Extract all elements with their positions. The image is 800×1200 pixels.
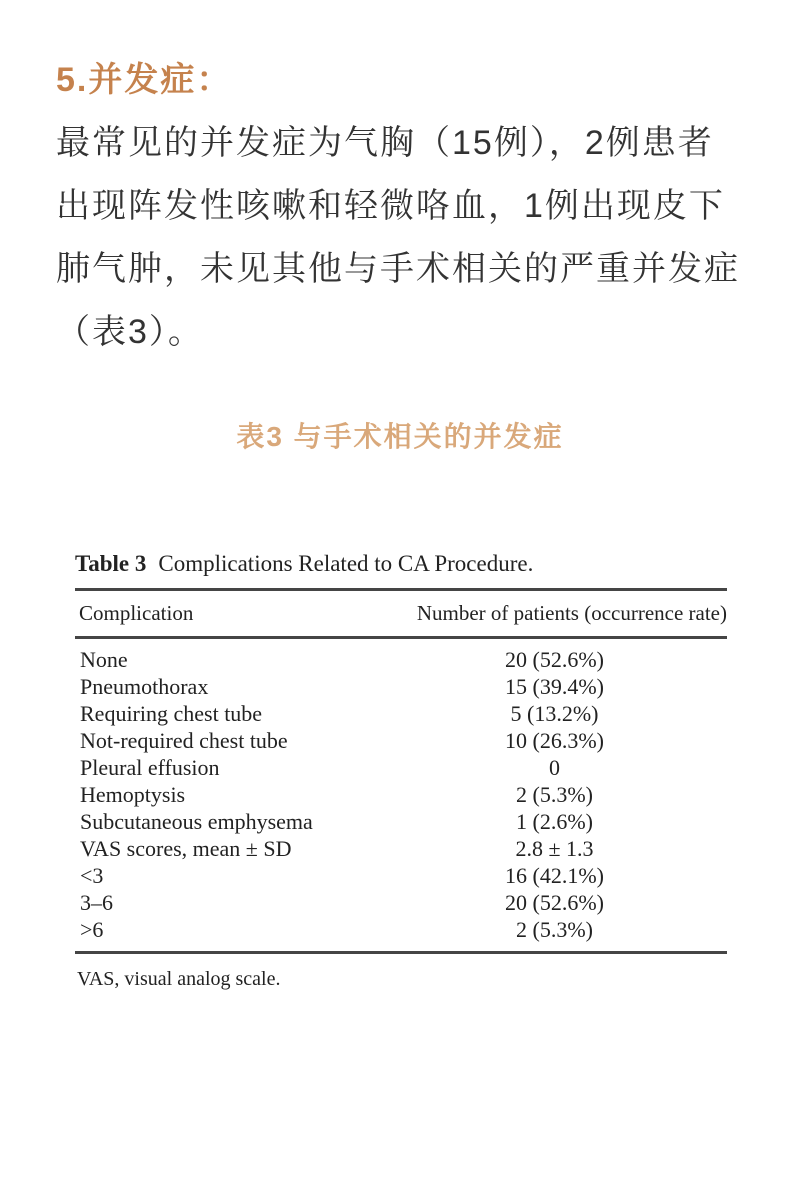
row-label: Not-required chest tube xyxy=(80,727,288,753)
row-value: 20 (52.6%) xyxy=(505,646,604,672)
table-row-not-required-chest-tube xyxy=(75,727,727,754)
table-row-vas-lt3 xyxy=(75,862,727,889)
paragraph-line-3: 肺气肿，未见其他与手术相关的严重并发症 xyxy=(56,250,740,288)
row-value: 10 (26.3%) xyxy=(505,727,604,753)
row-value: 1 (2.6%) xyxy=(516,808,593,834)
table-title-text: Complications Related to CA Procedure. xyxy=(158,551,534,576)
paragraph-line-1: 最常见的并发症为气胸（15例），2例患者 xyxy=(56,124,714,162)
table-rule-bottom xyxy=(75,951,727,954)
table-row-vas-gt6 xyxy=(75,916,727,943)
row-value: 2 (5.3%) xyxy=(516,781,593,807)
column-header-complication: Complication xyxy=(79,601,194,625)
row-value: 20 (52.6%) xyxy=(505,889,604,915)
row-label: Subcutaneous emphysema xyxy=(80,808,313,834)
row-label: Pneumothorax xyxy=(80,673,209,699)
row-label: 3–6 xyxy=(80,889,113,915)
section-heading: 5.并发症： xyxy=(56,61,233,99)
row-value: 5 (13.2%) xyxy=(510,700,599,726)
table-title xyxy=(75,550,727,578)
row-value: 2 (5.3%) xyxy=(516,916,593,942)
table-figure xyxy=(75,550,727,991)
row-label: <3 xyxy=(80,862,104,888)
row-value: 15 (39.4%) xyxy=(505,673,604,699)
row-value: 2.8 ± 1.3 xyxy=(515,835,594,861)
row-label: VAS scores, mean ± SD xyxy=(80,835,292,861)
row-label: None xyxy=(80,646,128,672)
paragraph-line-4: （表3）。 xyxy=(56,313,204,351)
row-value: 0 xyxy=(549,754,560,780)
table-row-vas-3to6 xyxy=(75,889,727,916)
row-label: Hemoptysis xyxy=(80,781,186,807)
table-row-pleural-effusion xyxy=(75,754,727,781)
paragraph-line-2: 出现阵发性咳嗽和轻微咯血，1例出现皮下 xyxy=(56,187,725,225)
table-row-hemoptysis xyxy=(75,781,727,808)
table-row-requiring-chest-tube xyxy=(75,700,727,727)
row-label: Requiring chest tube xyxy=(80,700,263,726)
article-page xyxy=(0,62,800,1200)
table-row-vas-scores xyxy=(75,835,727,862)
table-footnote: VAS, visual analog scale. xyxy=(77,968,281,990)
table-row-pneumothorax xyxy=(75,673,727,700)
column-header-patients: Number of patients (occurrence rate) xyxy=(416,601,727,625)
table-caption-cn: 表3 与手术相关的并发症 xyxy=(236,421,564,452)
row-label: Pleural effusion xyxy=(80,754,220,780)
table-title-number: Table 3 xyxy=(75,551,147,576)
body-paragraph xyxy=(56,112,800,364)
table-header-row xyxy=(75,591,727,636)
row-label: >6 xyxy=(80,916,104,942)
table-row-subcutaneous-emphysema xyxy=(75,808,727,835)
table-body xyxy=(75,639,727,951)
table-row-none xyxy=(75,646,727,673)
row-value: 16 (42.1%) xyxy=(505,862,604,888)
